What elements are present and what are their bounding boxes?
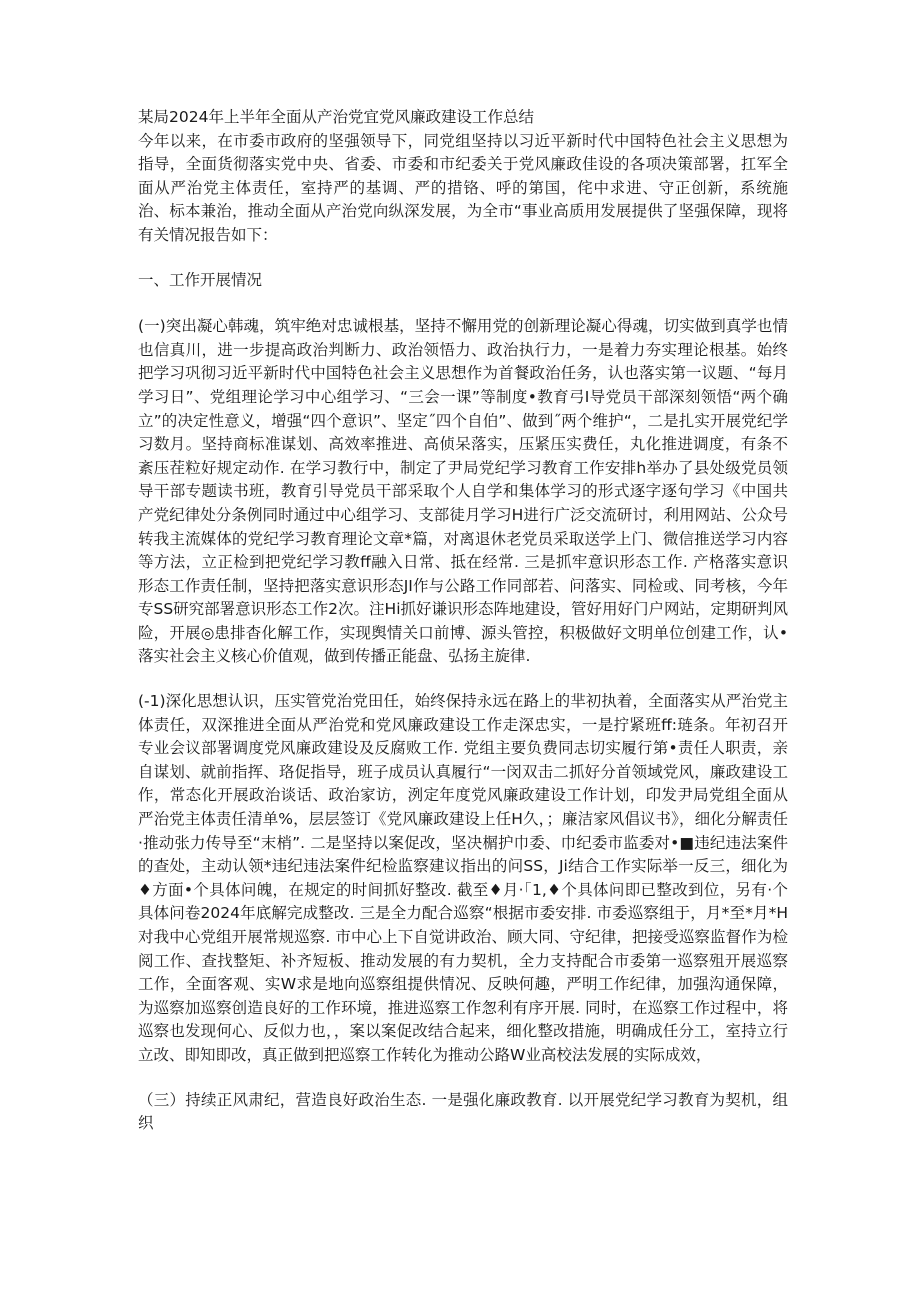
section-heading: 一、工作开展情况 <box>138 270 263 289</box>
paragraph-3: （三）持续正风肃纪，营造良好政治生态. 一是强化廉政教育. 以开展党纪学习教育为契机，组织 <box>138 1090 788 1133</box>
paragraph-spacer <box>138 1068 788 1089</box>
document-body <box>138 106 788 1136</box>
intro-paragraph: 今年以来，在市委市政府的坚强领导下，同党组坚持以习近平新时代中国特色社会主义思想为指导，全面货彻落实党中央、省委、市委和市纪委关于党风廉政佳设的各项决策部署，扛军全面从严治党主体责任，室持严的基调、严的措铬、呼的第国，侘中求进、守正创新，系统施治、标本兼治，推动全面从产治党向纵深发展，为全市“事业高质用发展提供了坚强保障，现将有关情况报告如下： <box>138 131 788 244</box>
paragraph-spacer <box>138 669 788 690</box>
paragraph-1: (一)突出凝心韩魂，筑牢绝对忠诚根基，坚持不懈用党的创新理论凝心得魂，切实做到真学也情也信真川，进一步提高政治判断力、政治领悟力、政治执行力，一是着力夯实理论根基。始终把学习巩彻习近平新时代中国特色社会主义思想作为首餐政治任务，认也落实第一议题、“每月学习日”、党组理论学习中心组学习、“三会一课”等制度•教育弓I导党员干部深刻领悟“两个确立”的决定性意义，增强“四个意识”、坚定˝四个自伯”、做到˝两个维护“，二是扎实开展党纪学习数月。坚持商标准谋划、高效率推进、高侦呆落实，压紧压实费任，丸化推进调度，有条不紊压茬粒好规定动作. 在学习教行中，制定了尹局党纪学习教育工作安排h举办了县处级党员领导干部专题读书班，教育引导党员干部采取个人自学和集体学习的形式逐字逐句学习《中国共产党纪律处分条例同时通过中心组学习、支部徒月学习H进行广泛交流研讨，利用网站、公众号转我主流媒体的党纪学习教育理论文章*篇，对离退休老党员采取送学上门、微信推送学习内容等方法，立正检到把党纪学习教ff融入日常、抵在经常. 三是抓牢意识形态工作. 产格落实意识形态工作责任制，坚持把落实意识形态JI作与公路工作同部若、问落实、同检或、同考核，今年专SS研究部署意识形态工作2次。注Hi抓好谦识形态阵地建设，管好用好门户网站，定期研判风险，开展◎患排杳化解工作，实现舆情关口前博、源头管控，积极做好文明单位创建工作，认•落实社会主义核心价值观，做到传播正能盘、弘扬主旋律. <box>138 317 789 666</box>
document-title: 某局2024年上半年全面从产治党宜党风廉政建设工作总结 <box>138 108 534 126</box>
paragraph-2: (-1)深化思想认识，压实管党治党田任，始终保持永远在路上的芈初执着，全面落实从严治党主体责任，双深推进全面从严治党和党风廉政建设工作走深忠实，一是拧紧班ff:琏条。年初召开专业会议部署调度党风廉政建设及反腐败工作. 党组主要负费同志切实履行第•责任人职责，亲自谋划、就前指挥、珞促指导，班子成员认真履行“一闵双击二抓好分首领域党风，廉政建设工作，常态化开展政治谈话、政治家访，洌定年度党风廉政建设工作计划，印发尹局党组全面从严治党主体责任清单%，层层签订《党风廉政建设上任H久，；廉洁家风倡议书》，细化分解责任·推动张力传导至“末梢”. 二是坚持以案促改，坚决榍护巾委、巾纪委市监委对•■违纪违法案件的查处，主动认领*违纪违法案件纪检监察建议指出的问SS，Ji结合工作实际举一反三，细化为♦方面•个具体问魄，在规定的时间抓好整改. 截至♦月·「1,♦个具体问即已整改到位，另有·个具体问卷2024年底解完成整改. 三是全力配合巡察“根据市委安排. 市委巡察组于，月*至*月*H对我中心党组开展常规巡察. 市中心上下自觉讲政治、顾大同、守纪律，把接受巡察监督作为检阅工作、查找整矩、补齐短板、推动发展的有力契机，全力支持配合市委第一巡察殂开展巡察工作，全面客观、实W求是地向巡察组提供情况、反映何趣，严明工作纪律，加强沟通保障，为巡察加巡察创造良好的工作环境，推进巡察工作怱利有序开展. 同时，在巡察工作过程中，将巡察也发现何心、反似力也，，案以案促改结合起来，细化整改措施，明确成任分工，室持立行立改、即知即改，真正做到把巡察工作转化为推动公路W业高校法发展的实际成效， <box>138 692 788 1064</box>
